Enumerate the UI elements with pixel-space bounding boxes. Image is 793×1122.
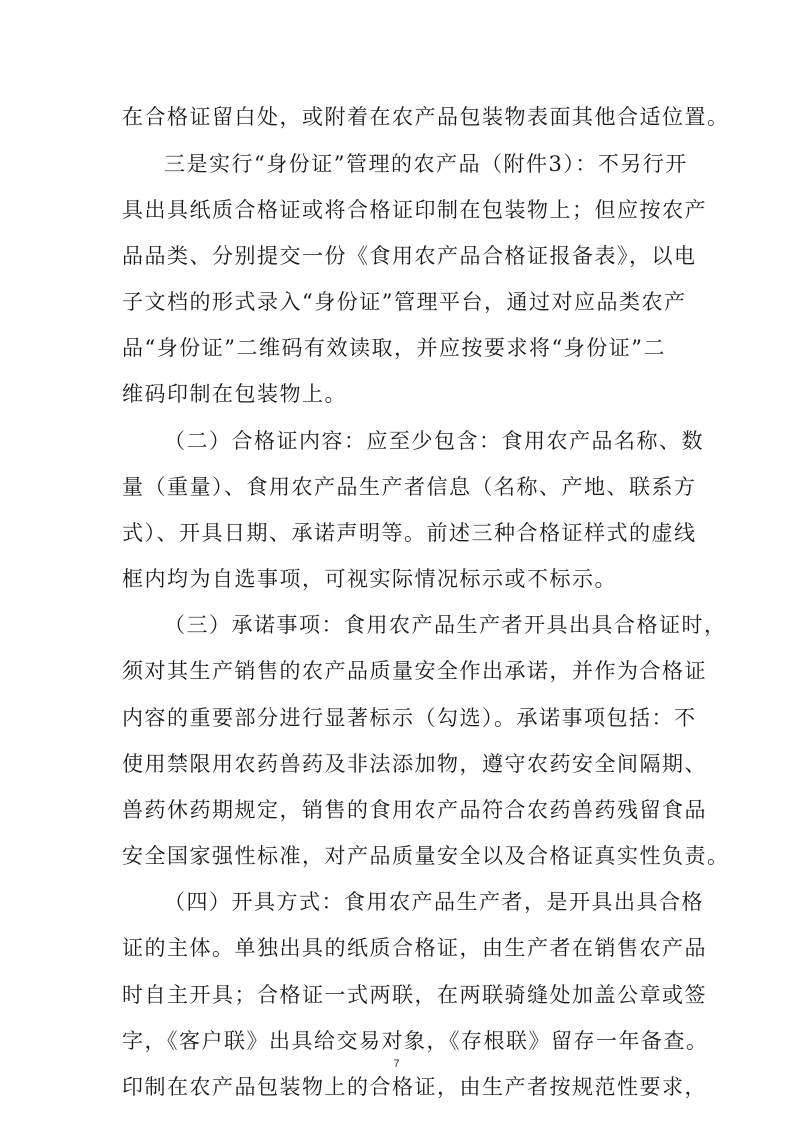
body-line: 证的主体。单独出具的纸质合格证，由生产者在销售农产品 bbox=[122, 936, 707, 960]
body-line: 维码印制在包装物上。 bbox=[122, 382, 347, 406]
body-line: 三是实行“身份证”管理的农产品（附件3）：不另行开 bbox=[164, 152, 688, 176]
body-line: 兽药休药期规定，销售的食用农产品符合农药兽药残留食品 bbox=[122, 798, 707, 822]
body-line: 量（重量）、食用农产品生产者信息（名称、产地、联系方 bbox=[122, 475, 697, 499]
body-line: （三）承诺事项：食用农产品生产者开具出具合格证时， bbox=[164, 613, 727, 637]
body-line: 内容的重要部分进行显著标示（勾选）。承诺事项包括：不 bbox=[122, 706, 697, 730]
body-line: 具出具纸质合格证或将合格证印制在包装物上；但应按农产 bbox=[122, 198, 707, 222]
body-line: 使用禁限用农药兽药及非法添加物，遵守农药安全间隔期、 bbox=[122, 752, 707, 776]
body-line: 安全国家强性标准，对产品质量安全以及合格证真实性负责。 bbox=[122, 844, 730, 868]
body-line: 在合格证留白处，或附着在农产品包装物表面其他合适位置。 bbox=[122, 105, 730, 129]
body-line: （四）开具方式：食用农产品生产者，是开具出具合格 bbox=[164, 890, 704, 914]
body-line: 字，《客户联》出具给交易对象，《存根联》留存一年备查。 bbox=[122, 1029, 709, 1053]
page-number: 7 bbox=[393, 1058, 400, 1070]
body-line: 时自主开具；合格证一式两联，在两联骑缝处加盖公章或签 bbox=[122, 983, 707, 1007]
body-line: 印制在农产品包装物上的合格证，由生产者按规范性要求， bbox=[122, 1075, 707, 1099]
body-line: 子文档的形式录入“身份证”管理平台，通过对应品类农产 bbox=[122, 290, 687, 314]
body-line: 品品类、分别提交一份《食用农产品合格证报备表》，以电 bbox=[122, 244, 697, 268]
body-line: 框内均为自选事项，可视实际情况标示或不标示。 bbox=[122, 567, 617, 591]
body-line: （二）合格证内容：应至少包含：食用农产品名称、数 bbox=[164, 429, 704, 453]
body-line: 须对其生产销售的农产品质量安全作出承诺，并作为合格证 bbox=[122, 659, 707, 683]
body-line: 式）、开具日期、承诺声明等。前述三种合格证样式的虚线 bbox=[122, 521, 697, 545]
body-line: 品“身份证”二维码有效读取，并应按要求将“身份证”二 bbox=[122, 336, 666, 360]
